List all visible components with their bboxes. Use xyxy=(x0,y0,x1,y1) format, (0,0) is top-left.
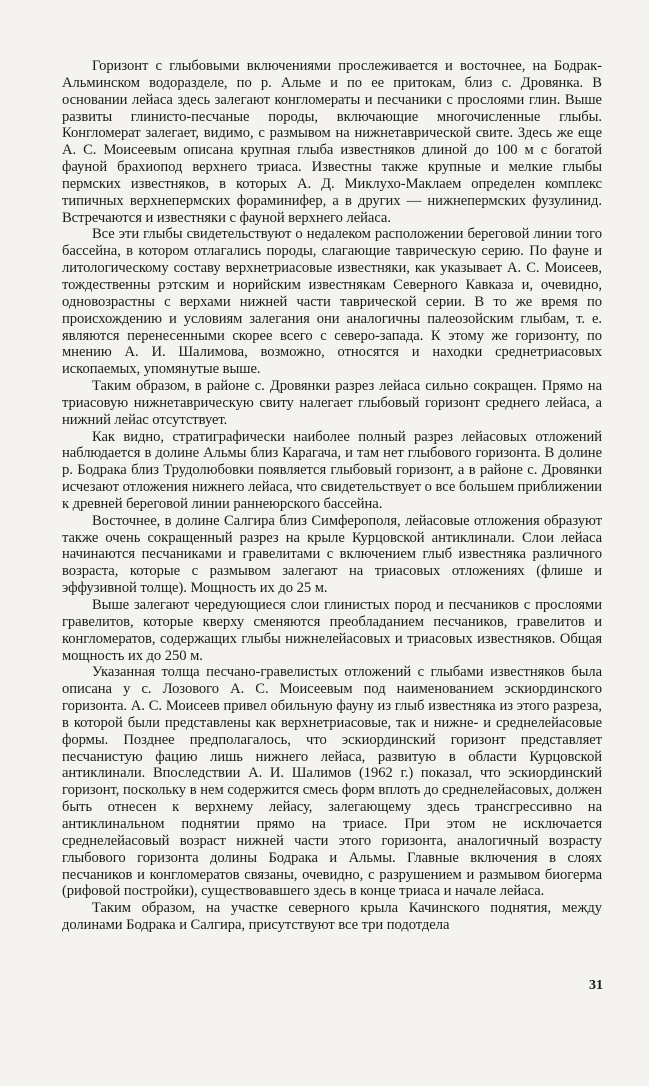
paragraph-8: Таким образом, на участке северного крыла Качинского поднятия, между долинами Бодрака и Салгира, присутствуют все три подотдела xyxy=(62,900,602,934)
page-text xyxy=(62,58,602,934)
paragraph-2: Все эти глыбы свидетельствуют о недалеком расположении береговой линии того бассейна, в котором отлагались породы, слагающие таврическую серию. По фауне и литологическому составу верхнетриасовые известняки, как указывает А. С. Моисеев, тождественны рэтским и норийским известнякам Северного Кавказа и, очевидно, одновозрастны с верхами нижней части таврической серии. В то же время по происхождению и условиям залегания они аналогичны палеозойским глыбам, т. е. являются перенесенными скорее всего с северо-запада. К этому же горизонту, по мнению А. И. Шалимова, возможно, относятся и находки среднетриасовых ископаемых, упомянутые выше. xyxy=(62,226,602,378)
paragraph-7: Указанная толща песчано-гравелистых отложений с глыбами известняков была описана у с. Лозового А. С. Моисеевым под наименованием эскиординского горизонта. А. С. Моисеев привел обильную фауну из глыб известняка из этого разреза, в которой были представлены как верхнетриасовые, так и нижне- и среднелейасовые формы. Позднее предполагалось, что эскиординский горизонт представляет песчанистую фацию лишь нижнего лейаса, развитую в области Курцовской антиклинали. Впоследствии А. И. Шалимов (1962 г.) показал, что эскиординский горизонт, поскольку в нем содержится смесь форм вплоть до среднелейасовых, должен быть отнесен к верхнему лейасу, залегающему здесь трансгрессивно на антиклинальном поднятии прямо на триасе. При этом не исключается среднелейасовый возраст нижней части этого горизонта, аналогичный возрасту глыбового горизонта долины Бодрака и Альмы. Главные включения в слоях песчаников и конгломератов связаны, очевидно, с разрушением и размывом биогерма (рифовой постройки), существовавшего здесь в конце триаса и начале лейаса. xyxy=(62,664,602,900)
paragraph-3: Таким образом, в районе с. Дровянки разрез лейаса сильно сокращен. Прямо на триасовую нижнетаврическую свиту налегает глыбовый горизонт среднего лейаса, а нижний лейас отсутствует. xyxy=(62,378,602,428)
paragraph-6: Выше залегают чередующиеся слои глинистых пород и песчаников с прослоями гравелитов, которые кверху сменяются преобладанием песчаников, гравелитов и конгломератов, содержащих глыбы нижнелейасовых и триасовых известняков. Общая мощность их до 250 м. xyxy=(62,597,602,664)
paragraph-1: Горизонт с глыбовыми включениями прослеживается и восточнее, на Бодрак-Альминском водоразделе, по р. Альме и по ее притокам, близ с. Дровянка. В основании лейаса здесь залегают конгломераты и песчаники с прослоями глин. Выше развиты глинисто-песчаные породы, включающие многочисленные глыбы. Конгломерат залегает, видимо, с размывом на нижнетаврической свите. Здесь же еще А. С. Моисеевым описана крупная глыба известняков длиной до 100 м с богатой фауной брахиопод верхнего триаса. Известны также крупные и мелкие глыбы пермских известняков, в которых А. Д. Миклухо-Маклаем определен комплекс типичных верхнепермских фораминифер, а в других — нижнепермских фузулинид. Встречаются и известняки с фауной верхнего лейаса. xyxy=(62,58,602,226)
page-number: 31 xyxy=(589,978,603,993)
paragraph-5: Восточнее, в долине Салгира близ Симферополя, лейасовые отложения образуют также очень сокращенный разрез на крыле Курцовской антиклинали. Слои лейаса начинаются песчаниками и гравелитами с включением глыб известняка различного возраста, которые с размывом залегают на триасовых отложениях (флише и эффузивной толще). Мощность их до 25 м. xyxy=(62,512,602,597)
paragraph-4: Как видно, стратиграфически наиболее полный разрез лейасовых отложений наблюдается в долине Альмы близ Карагача, и там нет глыбового горизонта. В долине р. Бодрака близ Трудолюбовки появляется глыбовый горизонт, а в районе с. Дровянки исчезают отложения нижнего лейаса, что свидетельствует о все большем приближении к древней береговой линии раннеюрского бассейна. xyxy=(62,428,602,512)
